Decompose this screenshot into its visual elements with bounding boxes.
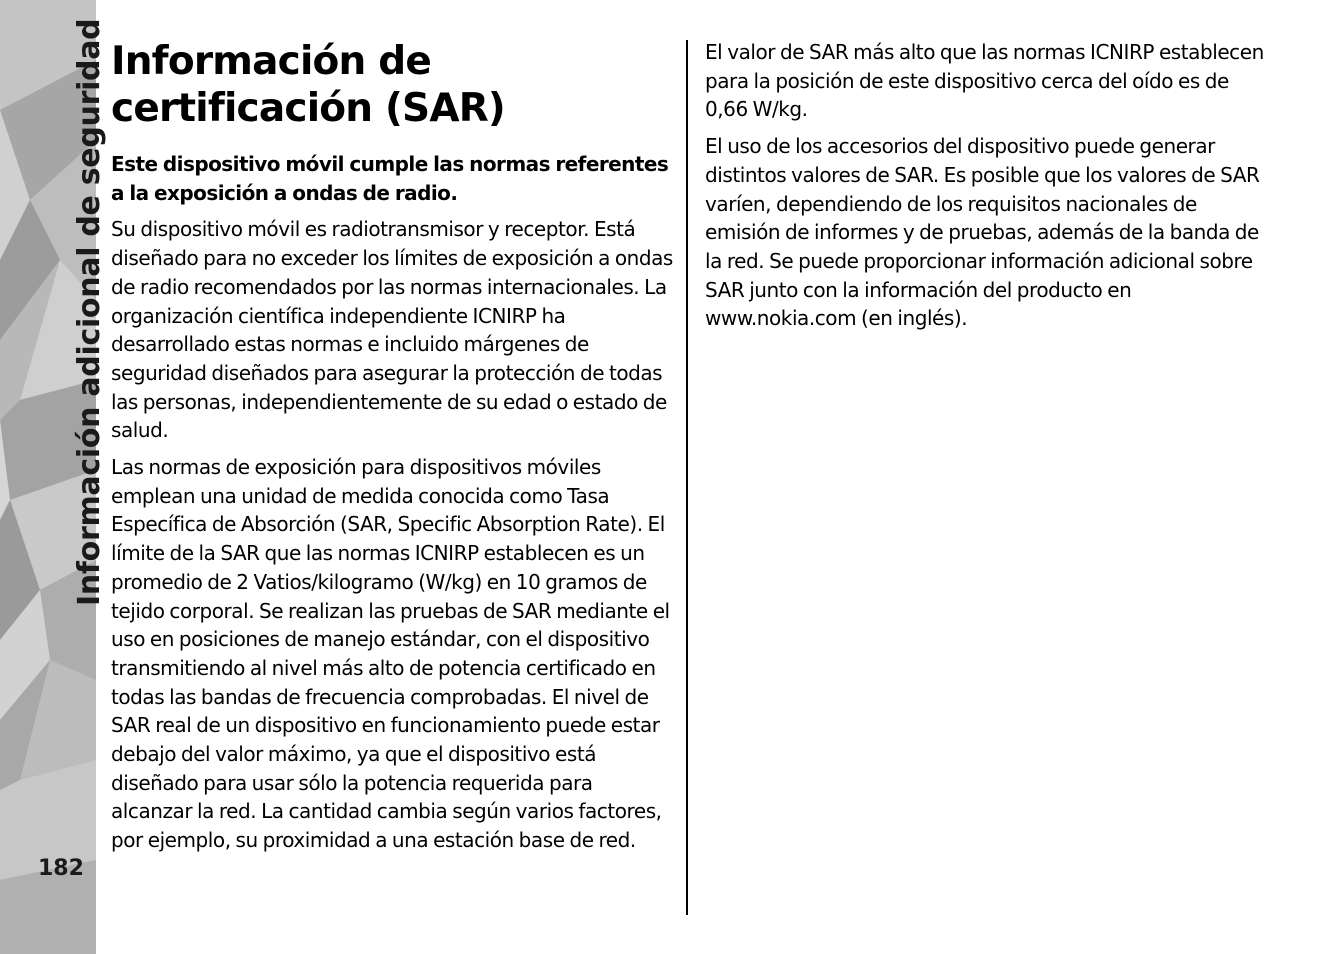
page-title: Información de certificación (SAR)	[111, 39, 505, 131]
body-paragraph: Su dispositivo móvil es radiotransmisor y receptor. Está diseñado para no exceder los límites de exposición a ondas de radio recomendados por las normas internacionales. La organización científica independiente ICNIRP ha desarrollado estas normas e incluido márgenes de seguridad diseñados para asegurar la protección de todas las personas, independientemente de su edad o estado de salud.	[111, 217, 673, 443]
sidebar-section-title: Información adicional de seguridad	[72, 18, 107, 606]
body-paragraph: Las normas de exposición para dispositivos móviles emplean una unidad de medida conocida como Tasa Específica de Absorción (SAR, Specific Absorption Rate). El límite de la SAR que las normas ICNIRP establecen es un promedio de 2 Vatios/kilogramo (W/kg) en 10 gramos de tejido corporal. Se realizan las pruebas de SAR mediante el uso en posiciones de manejo estándar, con el dispositivo transmitiendo al nivel más alto de potencia certificado en todas las bandas de frecuencia comprobadas. El nivel de SAR real de un dispositivo en funcionamiento puede estar debajo del valor máximo, ya que el dispositivo está diseñado para usar sólo la potencia requerida para alcanzar la red. La cantidad cambia según varios factores, por ejemplo, su proximidad a una estación base de red.	[111, 455, 670, 853]
body-paragraph: El valor de SAR más alto que las normas ICNIRP establecen para la posición de este dispositivo cerca del oído es de 0,66 W/kg.	[705, 40, 1264, 122]
sidebar-band	[0, 0, 107, 954]
left-column	[111, 38, 677, 863]
body-paragraph: El uso de los accesorios del dispositivo puede generar distintos valores de SAR. Es posible que los valores de SAR varíen, dependiendo de los requisitos nacionales de emisión de informes y de pruebas, además de la banda de la red. Se puede proporcionar información adicional sobre SAR junto con la información del producto en www.nokia.com (en inglés).	[705, 134, 1260, 331]
page-number: 182	[38, 856, 84, 881]
lead-paragraph: Este dispositivo móvil cumple las normas referentes a la exposición a ondas de radio.	[111, 152, 669, 205]
column-divider	[686, 40, 688, 915]
right-column	[705, 38, 1270, 341]
